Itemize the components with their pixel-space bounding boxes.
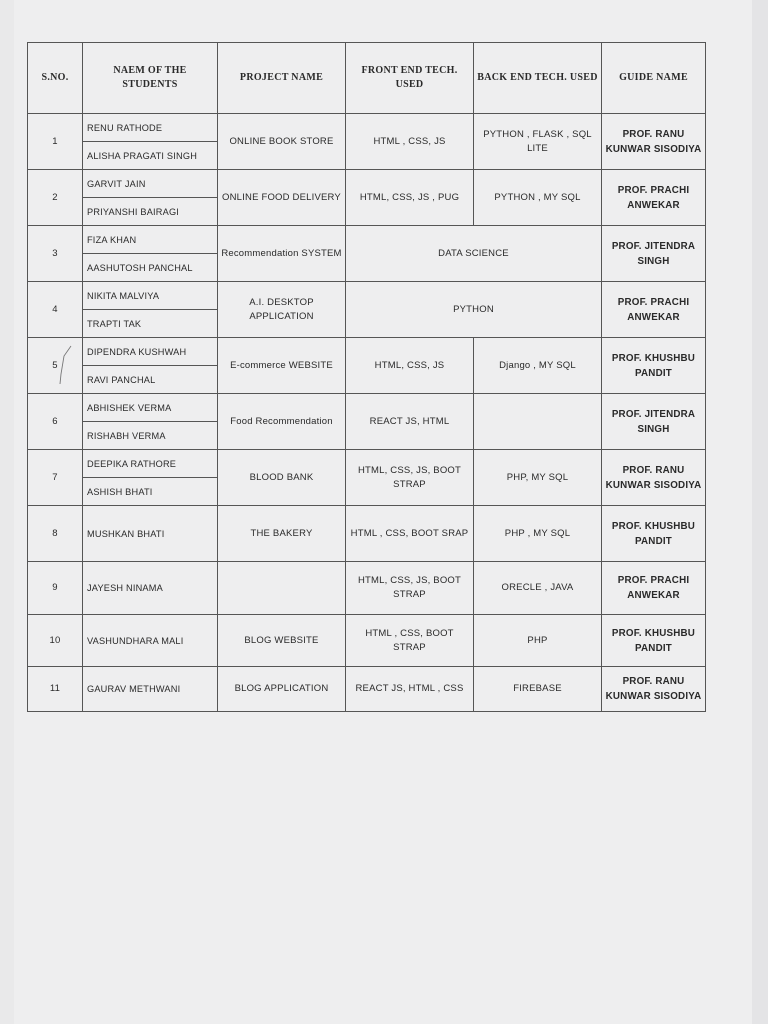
student-name: JAYESH NINAMA	[83, 562, 218, 615]
back-end-cell: PYTHON , FLASK , SQL LITE	[474, 114, 602, 170]
back-end-cell: PHP	[474, 615, 602, 667]
project-cell: BLOG WEBSITE	[218, 615, 346, 667]
sno-cell: 11	[28, 667, 83, 712]
sno-cell: 6	[28, 394, 83, 450]
student-name: GAURAV METHWANI	[83, 667, 218, 712]
project-cell: ONLINE FOOD DELIVERY	[218, 170, 346, 226]
back-end-cell	[474, 394, 602, 450]
student-name: ABHISHEK VERMA	[83, 394, 218, 422]
table-row	[28, 226, 706, 254]
student-name: DEEPIKA RATHORE	[83, 450, 218, 478]
table-header-row	[28, 43, 706, 114]
tech-combined-cell: PYTHON	[346, 282, 602, 338]
front-end-cell: HTML , CSS, JS	[346, 114, 474, 170]
student-name: PRIYANSHI BAIRAGI	[83, 198, 218, 226]
back-end-cell: Django , MY SQL	[474, 338, 602, 394]
sno-cell: 9	[28, 562, 83, 615]
guide-cell: PROF. RANU KUNWAR SISODIYA	[602, 450, 706, 506]
header-back-end: BACK END TECH. USED	[474, 43, 602, 114]
table-row	[28, 282, 706, 310]
student-name: NIKITA MALVIYA	[83, 282, 218, 310]
header-guide: GUIDE NAME	[602, 43, 706, 114]
student-name: VASHUNDHARA MALI	[83, 615, 218, 667]
sno-cell: 5	[28, 338, 83, 394]
guide-cell: PROF. PRACHI ANWEKAR	[602, 562, 706, 615]
student-name: AASHUTOSH PANCHAL	[83, 254, 218, 282]
table-row	[28, 394, 706, 422]
header-students: NAEM OF THE STUDENTS	[83, 43, 218, 114]
guide-cell: PROF. KHUSHBU PANDIT	[602, 338, 706, 394]
guide-cell: PROF. RANU KUNWAR SISODIYA	[602, 667, 706, 712]
student-name: ALISHA PRAGATI SINGH	[83, 142, 218, 170]
header-sno: S.NO.	[28, 43, 83, 114]
project-cell: E-commerce WEBSITE	[218, 338, 346, 394]
front-end-cell: HTML, CSS, JS, BOOT STRAP	[346, 562, 474, 615]
project-cell	[218, 562, 346, 615]
project-cell: A.I. DESKTOP APPLICATION	[218, 282, 346, 338]
student-name: RISHABH VERMA	[83, 422, 218, 450]
back-end-cell: PHP, MY SQL	[474, 450, 602, 506]
project-cell: Recommendation SYSTEM	[218, 226, 346, 282]
guide-cell: PROF. PRACHI ANWEKAR	[602, 170, 706, 226]
front-end-cell: HTML, CSS, JS , PUG	[346, 170, 474, 226]
project-cell: BLOOD BANK	[218, 450, 346, 506]
sno-cell: 1	[28, 114, 83, 170]
guide-cell: PROF. KHUSHBU PANDIT	[602, 615, 706, 667]
project-cell: BLOG APPLICATION	[218, 667, 346, 712]
sno-cell: 4	[28, 282, 83, 338]
header-front-end: FRONT END TECH. USED	[346, 43, 474, 114]
project-cell: THE BAKERY	[218, 506, 346, 562]
guide-cell: PROF. PRACHI ANWEKAR	[602, 282, 706, 338]
page-edge	[752, 0, 768, 1024]
front-end-cell: HTML, CSS, JS	[346, 338, 474, 394]
student-name: FIZA KHAN	[83, 226, 218, 254]
sno-cell: 7	[28, 450, 83, 506]
back-end-cell: ORECLE , JAVA	[474, 562, 602, 615]
front-end-cell: REACT JS, HTML , CSS	[346, 667, 474, 712]
table-row	[28, 450, 706, 478]
tech-combined-cell: DATA SCIENCE	[346, 226, 602, 282]
guide-cell: PROF. KHUSHBU PANDIT	[602, 506, 706, 562]
student-name: RENU RATHODE	[83, 114, 218, 142]
student-name: RAVI PANCHAL	[83, 366, 218, 394]
table-row	[28, 114, 706, 142]
student-name: TRAPTI TAK	[83, 310, 218, 338]
project-cell: ONLINE BOOK STORE	[218, 114, 346, 170]
guide-cell: PROF. RANU KUNWAR SISODIYA	[602, 114, 706, 170]
back-end-cell: PHP , MY SQL	[474, 506, 602, 562]
student-name: ASHISH BHATI	[83, 478, 218, 506]
front-end-cell: REACT JS, HTML	[346, 394, 474, 450]
sno-cell: 8	[28, 506, 83, 562]
table-row	[28, 615, 706, 667]
sno-cell: 10	[28, 615, 83, 667]
student-name: MUSHKAN BHATI	[83, 506, 218, 562]
guide-cell: PROF. JITENDRA SINGH	[602, 394, 706, 450]
front-end-cell: HTML, CSS, JS, BOOT STRAP	[346, 450, 474, 506]
back-end-cell: FIREBASE	[474, 667, 602, 712]
pen-tick-mark	[58, 344, 72, 386]
back-end-cell: PYTHON , MY SQL	[474, 170, 602, 226]
table-row	[28, 170, 706, 198]
sno-cell: 2	[28, 170, 83, 226]
table-row	[28, 338, 706, 366]
table-row	[28, 562, 706, 615]
front-end-cell: HTML , CSS, BOOT STRAP	[346, 615, 474, 667]
student-name: GARVIT JAIN	[83, 170, 218, 198]
table-row	[28, 506, 706, 562]
project-cell: Food Recommendation	[218, 394, 346, 450]
sno-cell: 3	[28, 226, 83, 282]
table-row	[28, 667, 706, 712]
project-allocation-table	[27, 42, 706, 712]
header-project: PROJECT NAME	[218, 43, 346, 114]
student-name: DIPENDRA KUSHWAH	[83, 338, 218, 366]
guide-cell: PROF. JITENDRA SINGH	[602, 226, 706, 282]
front-end-cell: HTML , CSS, BOOT SRAP	[346, 506, 474, 562]
